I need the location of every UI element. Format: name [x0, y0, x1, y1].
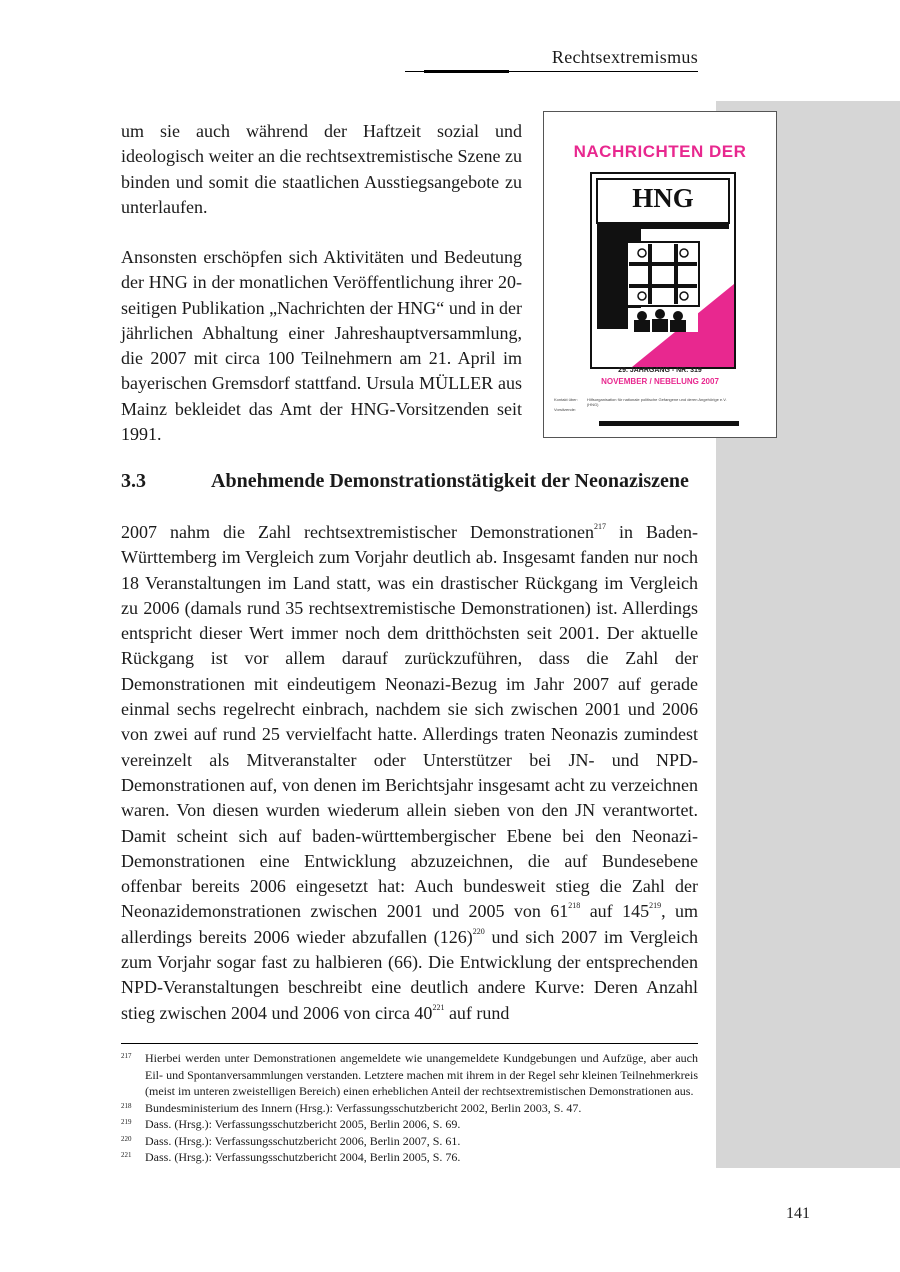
cover-contact-label: Kontakt über:: [554, 397, 578, 402]
footnote-ref: 218: [568, 901, 581, 911]
text-run: auf 145: [580, 901, 650, 922]
footnote-ref: 219: [649, 901, 662, 911]
cover-vorsitzende-label: Vorsitzende:: [554, 407, 577, 412]
section-heading: [121, 470, 689, 493]
cover-bar: [599, 421, 739, 426]
text-run: in Baden-Württemberg im Vergleich zum Vorjahr deutlich ab. Insgesamt fanden nur noch 18 Veranstaltungen im Land statt, was ein drastischer Rückgang im Vergleich zu 2006 (damals rund 35 rechtsextremistische Demonstrationen) ist. Allerdings entspricht dieser Wert immer noch dem dritthöchsten seit 2001. Der aktuelle Rückgang ist vor allem darauf zurückzuführen, dass die Zahl der Demonstrationen mit eindeutigem Neonazi-Bezug im Jahr 2007 auf gerade einmal sechs regelrecht einbrach, nachdem sie sich zwischen 2001 und 2006 von zwei auf rund 25 vervielfacht hatte. Allerdings traten Neonazis zumindest vereinzelt als Mitveranstalter oder Unterstützer bei JN- und NPD-Demonstrationen auf, von denen im Berichtsjahr insgesamt acht zu verzeichnen waren. Von diesen wurden wiederum allein sieben von den JN verantwortet. Damit scheint sich auf baden-württembergischer Ebene bei den Neonazi-Demonstrationen eine Entwicklung abzuzeichnen, die auf Bundesebene offenbar bereits 2006 eingesetzt hat: Auch bundesweit stieg die Zahl der Neonazidemonstrationen zwischen 2001 und 2005 von 61: [121, 522, 699, 922]
footnote-number: 217: [121, 1052, 132, 1060]
footnote-text: Hierbei werden unter Demonstrationen angemeldete wie unangemeldete Kundgebungen und Aufzüge, aber auch Eil- und Spontanversammlungen verstanden. Letztere machen mit ihrem in der Regel sehr kleinen Teilnehmerkreis (meist im unteren zweistelligen Bereich) einen erheblichen Anteil der rechtsextremistischen Demonstrationen aus.: [145, 1051, 698, 1098]
text-run: und sich 2007 im Vergleich zum Vorjahr sogar fast zu halbieren (66). Die Entwicklung der entsprechenden NPD-Veranstaltungen beschreibt eine deutlich andere Kurve: Deren Anzahl stieg zwischen 2004 und 2006 von circa 40: [121, 926, 698, 1023]
section-title: Abnehmende Demonstrationstätigkeit der Neonaziszene: [211, 470, 689, 492]
footnote: [121, 1050, 698, 1100]
page-number: 141: [786, 1205, 810, 1222]
footnote-text: Bundesministerium des Innern (Hrsg.): Verfassungsschutzbericht 2002, Berlin 2003, S. 47.: [145, 1100, 582, 1115]
text-run: 2007 nahm die Zahl rechtsextremistischer Demonstrationen: [121, 522, 594, 542]
footnote-number: 219: [121, 1118, 132, 1126]
header-rule-accent: [424, 70, 509, 73]
text-run: auf rund: [444, 1002, 510, 1023]
paragraph-intro: um sie auch während der Haftzeit sozial und ideologisch weiter an die rechtsextremistische Szene zu binden und somit die staatlichen Ausstiegsangebote zu unterlaufen.: [121, 121, 522, 217]
footnotes: [121, 1050, 698, 1166]
footnote: [121, 1100, 698, 1117]
cover-frame: [590, 172, 736, 369]
running-header: Rechtsextremismus: [551, 47, 698, 67]
cover-title: NACHRICHTEN DER: [573, 142, 747, 161]
footnote-ref: 221: [432, 1002, 445, 1012]
paragraph-demonstrations: [121, 520, 698, 1026]
footnote-number: 220: [121, 1134, 132, 1143]
footnote: [121, 1149, 698, 1166]
footnote: [121, 1133, 698, 1150]
footnote-ref: 217: [593, 522, 606, 531]
section-number: 3.3: [121, 470, 146, 492]
cover-issue: 29. JAHRGANG - NR. 319: [618, 367, 702, 374]
footnote-text: Dass. (Hrsg.): Verfassungsschutzbericht 2005, Berlin 2006, S. 69.: [145, 1117, 461, 1131]
cover-logo: HNG: [632, 183, 694, 213]
paragraph-hng: Ansonsten erschöpfen sich Aktivitäten und Bedeutung der HNG in der monatlichen Veröffentlichung ihrer 20-seitigen Publikation „Nachrichten der HNG“ und in der jährlichen Abhaltung einer Jahreshauptversammlung, die 2007 mit circa 100 Teilnehmern am 21. April im bayerischen Gremsdorf stattfand. Ursula MÜLLER aus Mainz bekleidet das Amt der HNG-Vorsitzenden seit 1991.: [121, 247, 522, 445]
footnote-number: 218: [121, 1101, 132, 1110]
footnote: [121, 1116, 698, 1133]
footnote-text: Dass. (Hrsg.): Verfassungsschutzbericht 2004, Berlin 2005, S. 76.: [145, 1150, 461, 1164]
footnote-number: 221: [121, 1151, 132, 1159]
footnote-text: Dass. (Hrsg.): Verfassungsschutzbericht 2006, Berlin 2007, S. 61.: [145, 1133, 461, 1148]
cover-contact: [554, 397, 727, 412]
cover-month: NOVEMBER / NEBELUNG 2007: [601, 377, 719, 386]
text-run: , um allerdings bereits 2006 wieder abzufallen (126): [121, 901, 698, 947]
footnote-ref: 220: [472, 926, 485, 936]
cover-contact-text: Hilfsorganisation für nationale politische Gefangene und deren Angehörige e.V. (HNG): [586, 397, 727, 407]
footnote-rule: [121, 1043, 698, 1044]
magazine-cover-image: [543, 111, 777, 438]
